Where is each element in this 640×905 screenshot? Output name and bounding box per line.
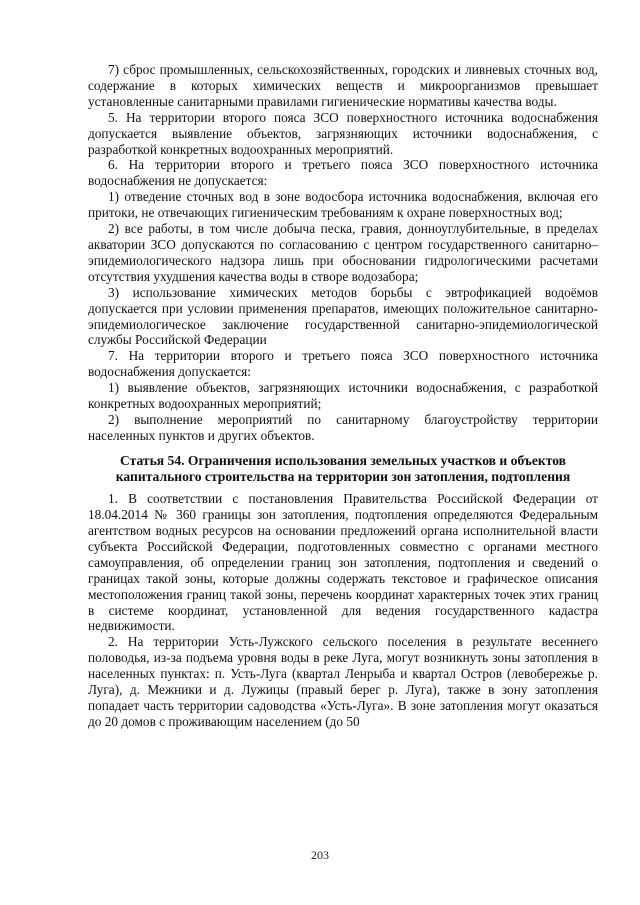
paragraph: 7) сброс промышленных, сельскохозяйственных, городских и ливневых сточных вод, содержание в которых химических веществ и микроорганизмов превышает установленные санитарными правилами гигиенические нормативы качества воды. (88, 62, 598, 109)
page-number: 203 (311, 848, 329, 862)
paragraph: 1) отведение сточных вод в зоне водосбора источника водоснабжения, включая его притоки, не отвечающих гигиеническим требованиям к охране поверхностных вод; (88, 189, 598, 221)
paragraph: 3) использование химических методов борьбы с эвтрофикацией водоёмов допускается при условии применения препаратов, имеющих положительное санитарно-эпидемиологическое заключение государственной санитарно-эпидемиологической службы Российской Федерации (88, 284, 598, 348)
paragraph: 1. В соответствии с постановления Правительства Российской Федерации от 18.04.2014 № 360 границы зон затопления, подтопления определяются Федеральным агентством водных ресурсов на основании предложений органа исполнительной власти субъекта Российской Федерации, подготовленных совместно с органами местного самоуправления, об определении границ зон затопления, подтопления и сведений о границах такой зоны, которые должны содержать текстовое и графическое описания местоположения границ такой зоны, перечень координат характерных точек этих границ в системе координат, установленной для ведения государственного кадастра недвижимости. (88, 491, 598, 634)
paragraph: 2) все работы, в том числе добыча песка, гравия, донноуглубительные, в пределах акватории ЗСО допускаются по согласованию с центром государственного санитарно–эпидемиологического надзора лишь при обосновании гидрологическими расчетами отсутствия ухудшения качества воды в створе водозабора; (88, 221, 598, 284)
paragraph: 5. На территории второго пояса ЗСО поверхностного источника водоснабжения допускается выявление объектов, загрязняющих источники водоснабжения, с разработкой конкретных водоохранных мероприятий. (88, 109, 598, 157)
paragraph: 1) выявление объектов, загрязняющих источники водоснабжения, с разработкой конкретных водоохранных мероприятий; (88, 380, 598, 412)
document-page (88, 62, 598, 730)
paragraph: 6. На территории второго и третьего пояса ЗСО поверхностного источника водоснабжения не допускается: (88, 157, 598, 189)
article-heading: Статья 54. Ограничения использования земельных участков и объектов капитального строительства на территории зон затопления, подтопления (115, 452, 571, 484)
paragraph: 7. На территории второго и третьего пояса ЗСО поверхностного источника водоснабжения допускается: (88, 348, 598, 380)
paragraph: 2) выполнение мероприятий по санитарному благоустройству территории населенных пунктов и других объектов. (88, 411, 598, 443)
paragraph: 2. На территории Усть-Лужского сельского поселения в результате весеннего половодья, из-за подъема уровня воды в реке Луга, могут возникнуть зоны затопления в населенных пунктах: п. Усть-Луга (квартал Ленрыба и квартал Остров (левобережье р. Луга), д. Межники и д. Лужицы (правый берег р. Луга), также в зону затопления попадает часть территории садоводства «Усть-Луга». В зоне затопления могут оказаться до 20 домов с проживающим населением (до 50 (88, 634, 598, 729)
